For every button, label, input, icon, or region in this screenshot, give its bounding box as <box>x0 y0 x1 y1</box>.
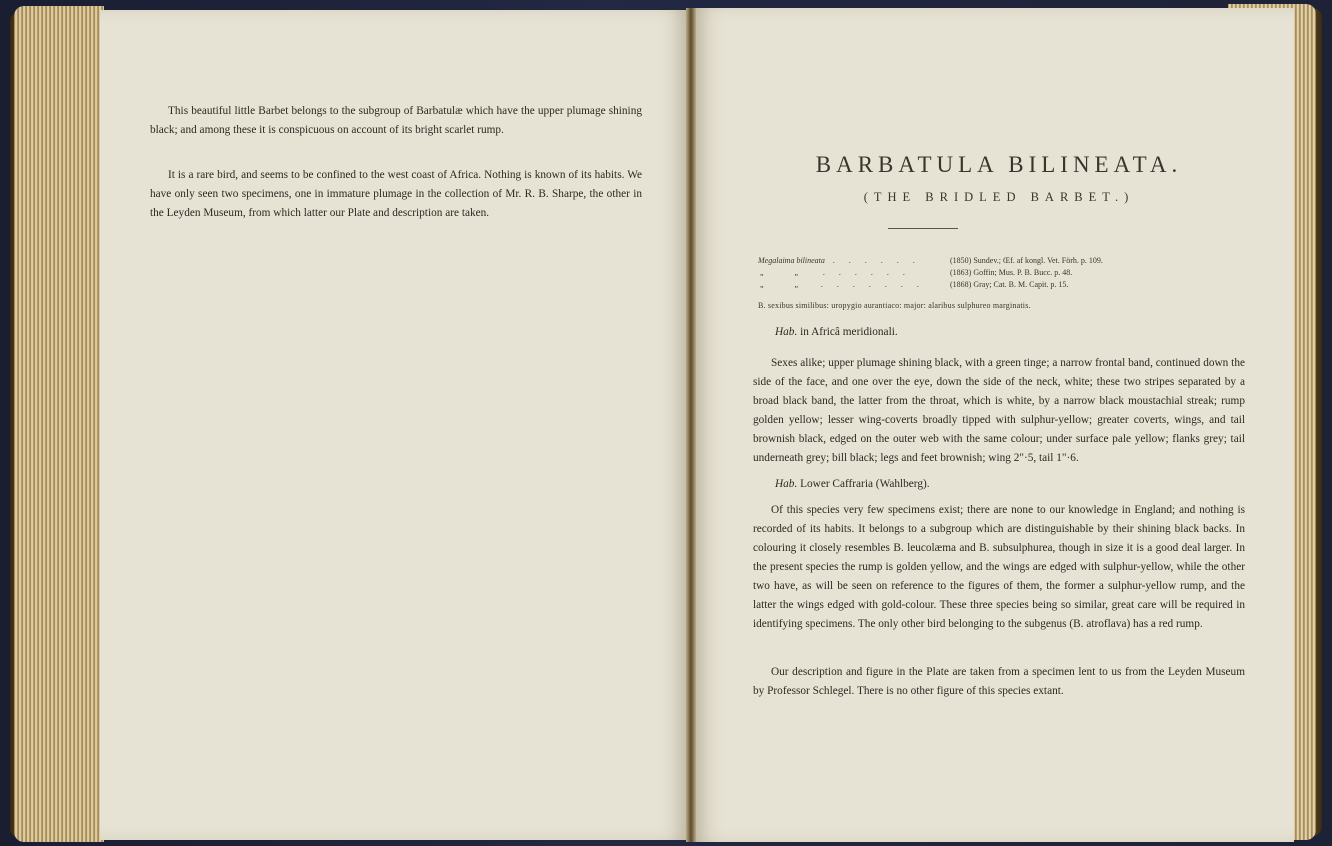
synonym-name: Megalaima bilineata . . . . . . <box>758 256 921 265</box>
synonym-name: „ „ . . . . . . . <box>760 280 925 289</box>
synonym-reference: (1868) Gray; Cat. B. M. Capit. p. 15. <box>950 280 1069 289</box>
synonym-reference: (1850) Sundev.; Œf. af kongl. Vet. Förh. p. 109. <box>950 256 1103 265</box>
right-paragraph-4: Our description and figure in the Plate are taken from a specimen lent to us from the Leyden Museum by Professor Schlegel. There is no other figure of this species extant. <box>753 666 1245 697</box>
species-common-name: (THE BRIDLED BARBET.) <box>863 190 1135 204</box>
species-title: BARBATULA BILINEATA. <box>815 152 1183 177</box>
left-paragraph-1: This beautiful little Barbet belongs to the subgroup of Barbatulæ which have the upper plumage shining black; and among these it is conspicuous on account of its bright scarlet rump. <box>150 105 642 136</box>
habitat-latin: Hab. in Africâ meridionali. <box>775 326 898 338</box>
latin-diagnosis: B. sexibus similibus: uropygio aurantiaco: major: alaribus sulphureo marginatis. <box>758 301 1031 310</box>
left-paragraph-2: It is a rare bird, and seems to be confined to the west coast of Africa. Nothing is known of its habits. We have only seen two specimens, one in immature plumage in the collection of Mr. R. B. Sharpe, the other in the Leyden Museum, from which latter our Plate and description are taken. <box>150 169 642 219</box>
synonym-reference: (1863) Goffin; Mus. P. B. Bucc. p. 48. <box>950 268 1073 277</box>
species-description: Sexes alike; upper plumage shining black, with a green tinge; a narrow frontal band, continued down the side of the face, and one over the eye, down the side of the neck, white; these two stripes separated by a broad black band, the latter from the throat, which is white, by a narrow black moustachial streak; rump golden yellow; lesser wing-coverts broadly tipped with sulphur-yellow; greater coverts, wings, and tail brownish black, edged on the outer web with the same colour; under surface pale yellow; flanks grey; tail underneath grey; bill black; legs and feet brownish; wing 2"·5, tail 1"·6. <box>753 357 1245 464</box>
title-divider <box>888 228 958 229</box>
habitat-english: Hab. Lower Caffraria (Wahlberg). <box>775 478 930 490</box>
page-edges-left <box>14 6 104 842</box>
synonym-name: „ „ . . . . . . <box>760 268 911 277</box>
right-paragraph-3: Of this species very few specimens exist; there are none to our knowledge in England; and nothing is recorded of its habits. It belongs to a subgroup which are distinguishable by their shining black backs. In colouring it closely resembles B. leucolæma and B. subsulphurea, though in size it is a good deal larger. In the present species the rump is golden yellow, and the wings are edged with sulphur-yellow, while the other two have, as will be seen on reference to the figures of them, the former a sulphur-yellow rump, and the latter the wings edged with gold-colour. These three species being so similar, great care will be required in identifying specimens. The only other bird belonging to the subgenus (B. atroflava) has a red rump. <box>753 504 1245 630</box>
book-gutter <box>686 8 696 842</box>
